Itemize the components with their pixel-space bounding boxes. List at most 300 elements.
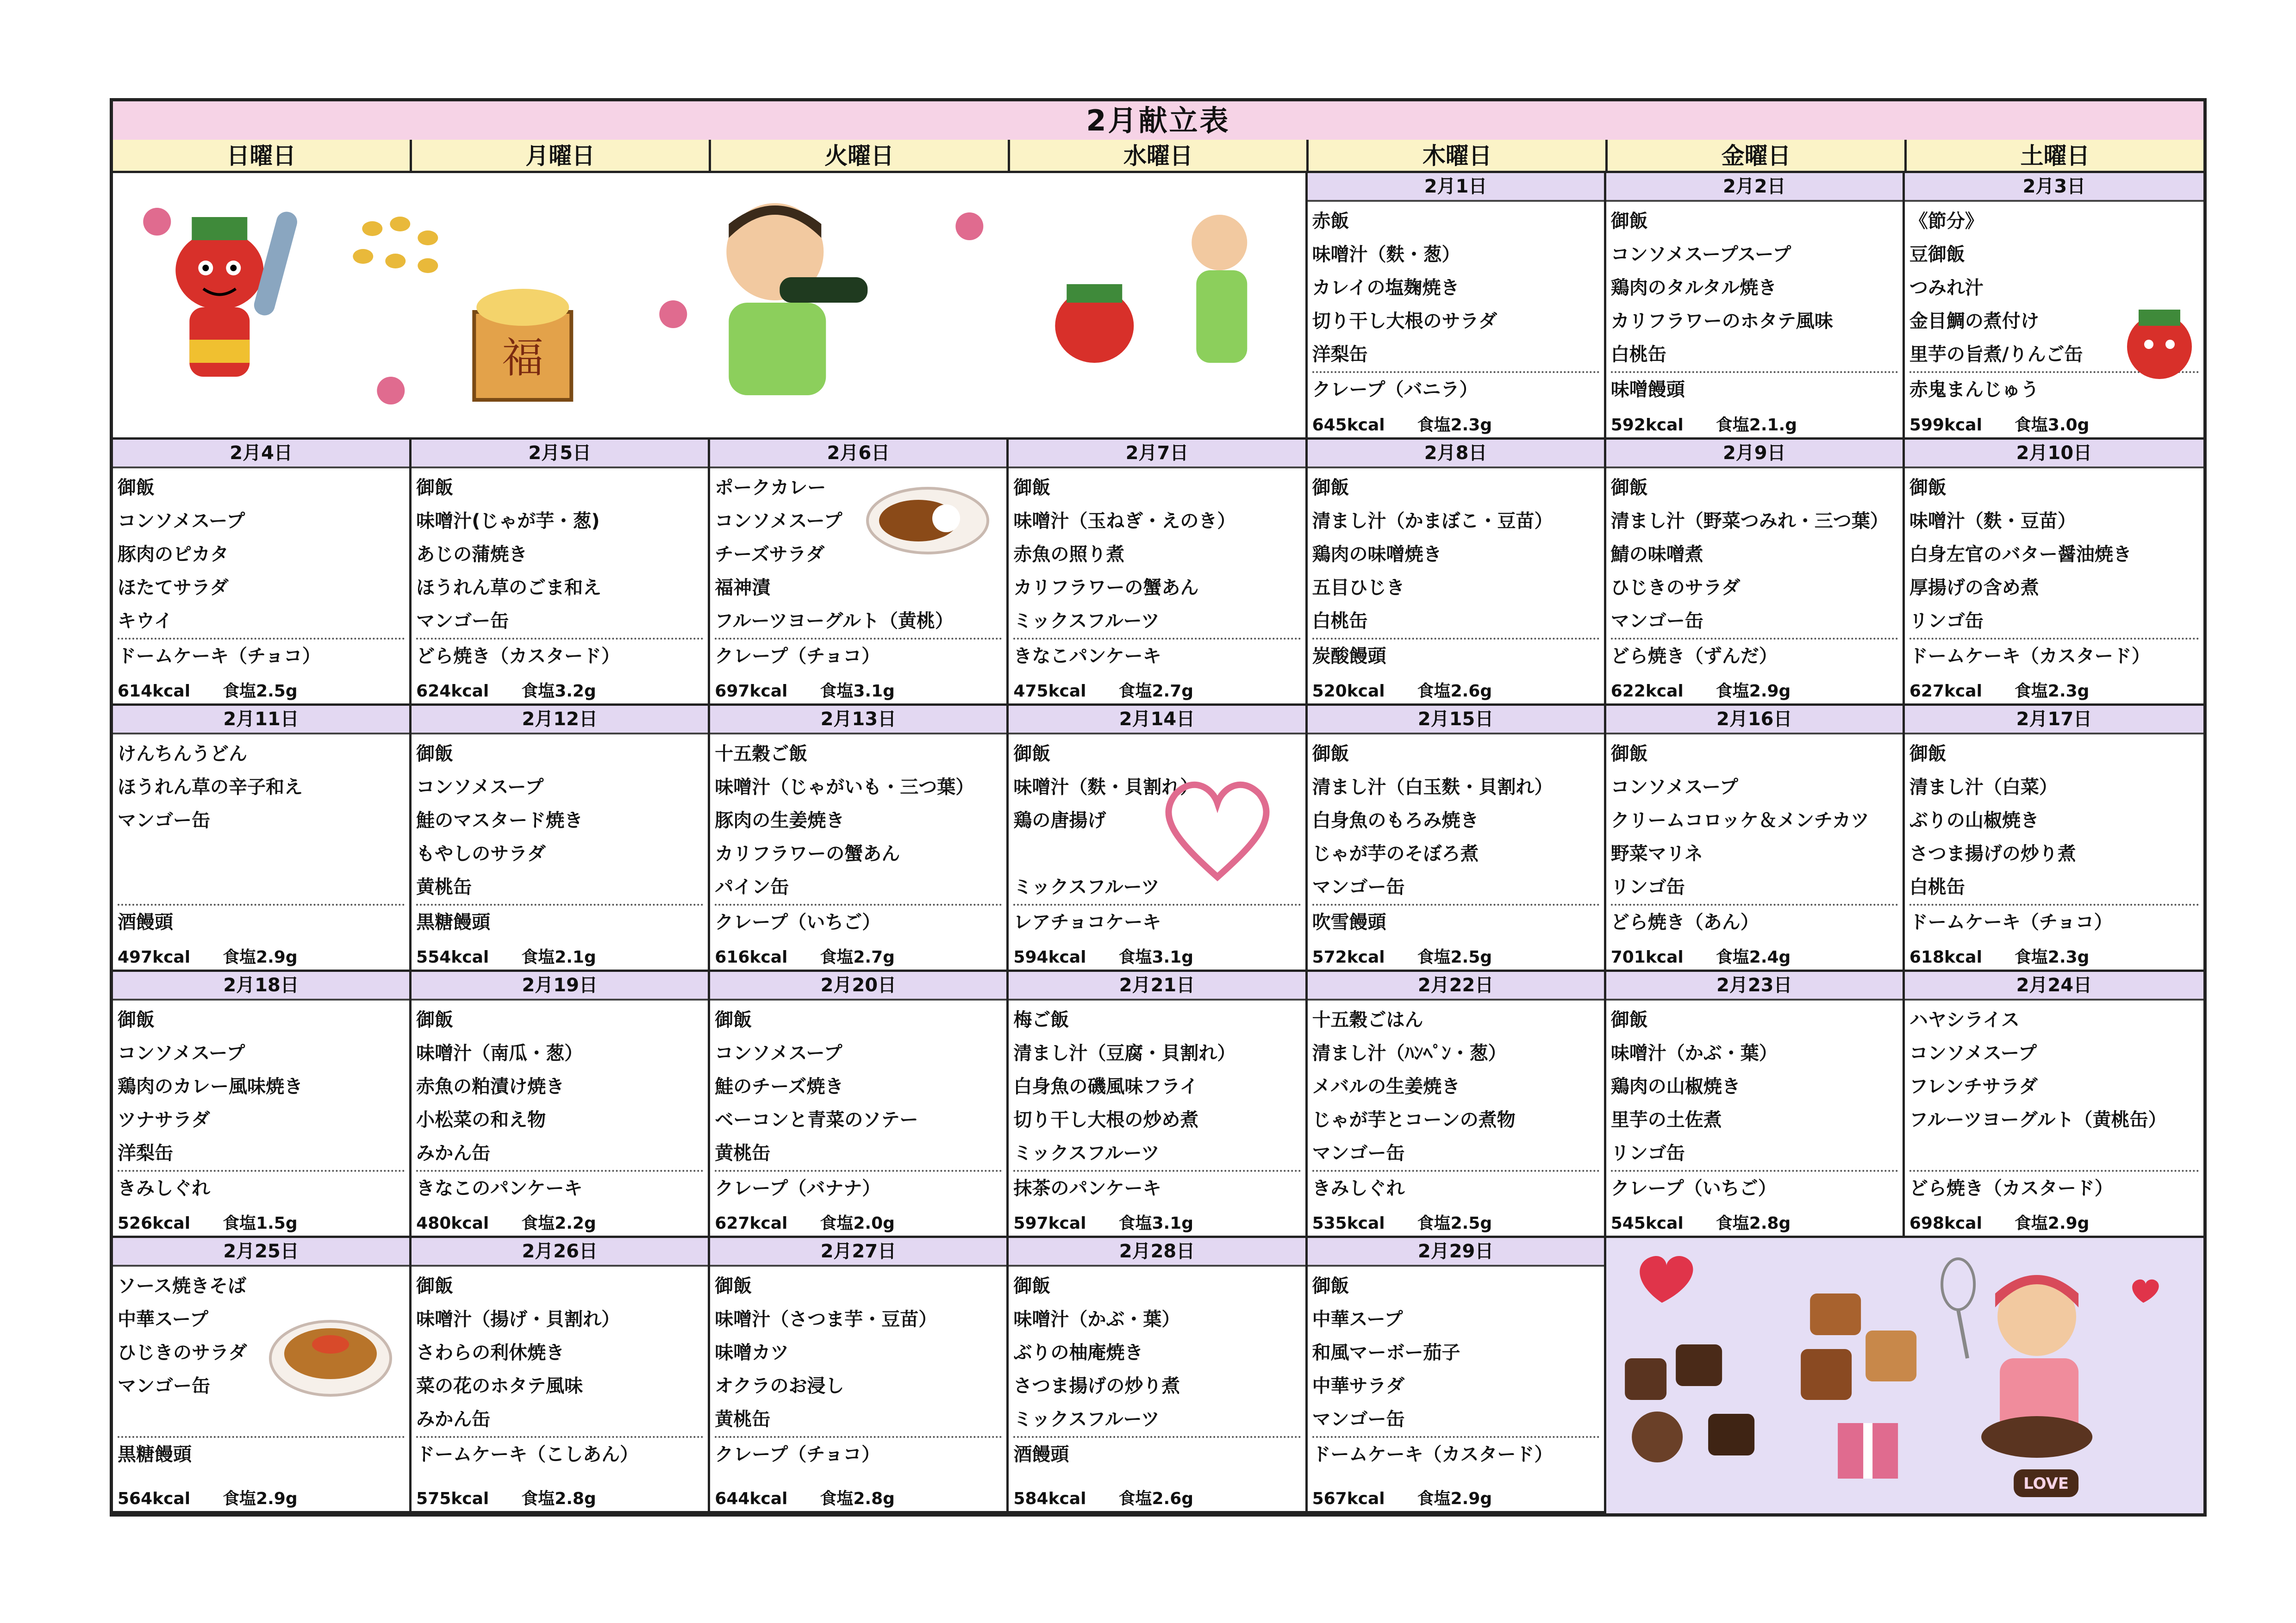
heart-icon xyxy=(1640,1256,1693,1303)
salt-amount: 食塩2.1.g xyxy=(1716,416,1797,435)
day-date: 2月2日 xyxy=(1606,173,1903,202)
menu-item: 御飯 xyxy=(416,1275,454,1297)
weekday-header: 火曜日 xyxy=(711,140,1010,173)
menu-item: 和風マーボー茄子 xyxy=(1312,1342,1460,1363)
nutrition-line xyxy=(715,1486,895,1509)
salt-amount: 食塩2.5g xyxy=(223,682,298,701)
dessert-item: クレープ（バナナ） xyxy=(715,1178,881,1199)
dessert-item: どら焼き（カスタード） xyxy=(416,646,620,667)
menu-item: 御飯 xyxy=(1312,1275,1349,1297)
menu-item: マンゴー缶 xyxy=(416,610,509,632)
nutrition-line xyxy=(416,1486,596,1509)
menu-item: 黄桃缶 xyxy=(416,877,472,898)
menu-item: ベーコンと青菜のソテー xyxy=(715,1109,918,1131)
day-cell xyxy=(1905,972,2203,1238)
day-cell xyxy=(1009,972,1307,1238)
menu-item: 鶏肉の山椒焼き xyxy=(1610,1076,1741,1097)
menu-item: カリフラワーの蟹あん xyxy=(1013,577,1199,598)
menu-item: 梅ご飯 xyxy=(1013,1009,1069,1031)
menu-item: 御飯 xyxy=(1312,477,1349,498)
calories: 526kcal xyxy=(118,1214,191,1233)
dessert-item: ドームケーキ（カスタード） xyxy=(1909,646,2150,667)
menu-item: 鶏肉のタルタル焼き xyxy=(1610,277,1777,298)
weekday-header: 月曜日 xyxy=(412,140,711,173)
dessert-item: 黒糖饅頭 xyxy=(118,1444,192,1465)
menu-item: 御飯 xyxy=(1013,1275,1051,1297)
dessert-item: どら焼き（ずんだ） xyxy=(1610,646,1778,667)
salt-amount: 食塩2.9g xyxy=(1417,1489,1492,1508)
menu-item: 鮭のマスタード焼き xyxy=(416,810,583,831)
nutrition-line xyxy=(1909,1210,2090,1234)
calories: 520kcal xyxy=(1312,682,1385,701)
menu-item: 切り干し大根の炒め煮 xyxy=(1013,1109,1199,1131)
salt-amount: 食塩2.8g xyxy=(820,1489,895,1508)
menu-item: けんちんうどん xyxy=(118,743,247,765)
menu-item: 白身左官のバター醤油焼き xyxy=(1909,544,2132,565)
menu-item: マンゴー缶 xyxy=(1312,877,1405,898)
day-cell xyxy=(1606,972,1905,1238)
menu-item: もやしのサラダ xyxy=(416,843,546,864)
menu-item: ほうれん草のごま和え xyxy=(416,577,602,598)
dessert-item: クレープ（チョコ） xyxy=(715,646,880,667)
boy-eating-ehomaki-icon xyxy=(726,203,867,395)
menu-item: 清まし汁（かまぼこ・豆苗） xyxy=(1312,510,1553,532)
menu-item: カリフラワーのホタテ風味 xyxy=(1610,311,1833,332)
calories: 572kcal xyxy=(1312,948,1385,967)
calories: 597kcal xyxy=(1013,1214,1086,1233)
day-date: 2月3日 xyxy=(1905,173,2203,202)
dessert-item: 赤鬼まんじゅう xyxy=(1909,379,2039,400)
nutrition-line xyxy=(1312,1486,1492,1509)
menu-item: ミックスフルーツ xyxy=(1013,877,1160,898)
menu-items xyxy=(1009,468,1305,673)
dessert-item: レアチョコケーキ xyxy=(1013,912,1161,933)
menu-item: 黄桃缶 xyxy=(715,1143,771,1164)
dessert-item: クレープ（バニラ） xyxy=(1312,379,1478,400)
menu-item: ひじきのサラダ xyxy=(1610,577,1741,598)
setsubun-illustration-area xyxy=(113,173,1308,440)
menu-item: ミックスフルーツ xyxy=(1013,610,1160,632)
day-date: 2月17日 xyxy=(1905,706,2203,734)
menu-item: 黄桃缶 xyxy=(715,1409,771,1430)
day-date: 2月14日 xyxy=(1009,706,1305,734)
day-cell xyxy=(710,1238,1009,1513)
menu-items xyxy=(1606,468,1903,673)
menu-item: コンソメスープ xyxy=(118,1043,245,1064)
menu-item: ほうれん草の辛子和え xyxy=(118,777,303,798)
dessert-item: クレープ（チョコ） xyxy=(715,1444,880,1465)
menu-item: ほたてサラダ xyxy=(118,577,229,598)
calories: 592kcal xyxy=(1610,416,1684,435)
salt-amount: 食塩2.3g xyxy=(2014,948,2090,967)
red-oni-icon xyxy=(175,210,299,377)
valentine-illustration-area xyxy=(1606,1238,2203,1513)
day-cell xyxy=(710,440,1009,706)
menu-item: チーズサラダ xyxy=(715,544,825,565)
calories: 697kcal xyxy=(715,682,788,701)
day-cell xyxy=(412,440,710,706)
calories: 545kcal xyxy=(1610,1214,1684,1233)
menu-item: 白身魚のもろみ焼き xyxy=(1312,810,1479,831)
day-cell xyxy=(1606,706,1905,972)
menu-item: マンゴー缶 xyxy=(1610,610,1703,632)
menu-items xyxy=(1905,468,2203,673)
weekday-header-row xyxy=(113,140,2203,173)
menu-item: ぶりの山椒焼き xyxy=(1909,810,2039,831)
nutrition-line xyxy=(416,944,596,968)
salt-amount: 食塩3.1g xyxy=(820,682,895,701)
day-cell xyxy=(113,1238,412,1513)
menu-item: 豆御飯 xyxy=(1909,244,1965,265)
menu-item: 白桃缶 xyxy=(1909,877,1965,898)
calories: 644kcal xyxy=(715,1489,788,1508)
dessert-item: 味噌饅頭 xyxy=(1610,379,1685,400)
dessert-item: ドームケーキ（チョコ） xyxy=(1909,912,2113,933)
dessert-item: きなこパンケーキ xyxy=(1013,646,1161,667)
menu-item: コンソメスープ xyxy=(416,777,544,798)
menu-item xyxy=(118,837,405,871)
dessert-item: ドームケーキ（チョコ） xyxy=(118,646,321,667)
nutrition-line xyxy=(715,678,895,702)
menu-item: 御飯 xyxy=(1013,477,1051,498)
day-cell xyxy=(1308,706,1606,972)
menu-item: 御飯 xyxy=(1610,1009,1648,1031)
menu-item: 味噌汁（麩・葱） xyxy=(1312,244,1460,265)
salt-amount: 食塩2.3g xyxy=(2014,682,2090,701)
calories: 614kcal xyxy=(118,682,191,701)
menu-items xyxy=(1308,734,1604,939)
menu-item: 十五穀ごはん xyxy=(1312,1009,1423,1031)
menu-item: メバルの生姜焼き xyxy=(1312,1076,1460,1097)
calories: 627kcal xyxy=(1909,682,1982,701)
menu-items xyxy=(412,468,708,673)
day-cell xyxy=(1308,173,1606,440)
menu-item: 御飯 xyxy=(416,743,454,765)
yakisoba-icon xyxy=(268,1307,393,1400)
menu-items xyxy=(1606,1001,1903,1205)
menu-item: 味噌汁（かぶ・葉） xyxy=(1610,1043,1778,1064)
menu-item: 野菜マリネ xyxy=(1610,843,1703,864)
curry-icon xyxy=(863,479,992,558)
gift-box-icon xyxy=(1838,1423,1898,1479)
menu-item: キウイ xyxy=(118,610,173,632)
menu-item: ひじきのサラダ xyxy=(118,1342,247,1363)
dessert-item: クレープ（いちご） xyxy=(1610,1178,1777,1199)
menu-items xyxy=(1606,734,1903,939)
calories: 701kcal xyxy=(1610,948,1684,967)
calories: 480kcal xyxy=(416,1214,489,1233)
nutrition-line xyxy=(1611,678,1791,702)
salt-amount: 食塩2.5g xyxy=(1417,1214,1492,1233)
menu-item: さつま揚げの炒り煮 xyxy=(1013,1375,1180,1397)
salt-amount: 食塩2.0g xyxy=(820,1214,895,1233)
day-date: 2月16日 xyxy=(1606,706,1903,734)
menu-item: 洋梨缶 xyxy=(118,1143,173,1164)
day-date: 2月11日 xyxy=(113,706,409,734)
day-date: 2月26日 xyxy=(412,1238,708,1267)
menu-item: 厚揚げの含め煮 xyxy=(1909,577,2039,598)
nutrition-line xyxy=(1909,944,2090,968)
menu-item: ミックスフルーツ xyxy=(1013,1143,1160,1164)
day-date: 2月18日 xyxy=(113,972,409,1001)
nutrition-line xyxy=(1611,944,1791,968)
menu-item: ぶりの柚庵焼き xyxy=(1013,1342,1143,1363)
menu-item: 白桃缶 xyxy=(1610,344,1666,365)
menu-item xyxy=(1909,1137,2199,1170)
menu-item: 豚肉の生姜焼き xyxy=(715,810,845,831)
menu-item: 中華サラダ xyxy=(1312,1375,1405,1397)
menu-item: さわらの利休焼き xyxy=(416,1342,565,1363)
day-cell xyxy=(1606,173,1905,440)
day-cell xyxy=(1308,1238,1606,1513)
menu-item: 豚肉のピカタ xyxy=(118,544,229,565)
salt-amount: 食塩1.5g xyxy=(223,1214,298,1233)
page-title: 2月献立表 xyxy=(113,101,2203,142)
salt-amount: 食塩3.1g xyxy=(1118,1214,1194,1233)
menu-items xyxy=(1308,468,1604,673)
menu-item: 赤飯 xyxy=(1312,211,1349,232)
day-cell xyxy=(1308,972,1606,1238)
day-date: 2月6日 xyxy=(710,440,1006,468)
dessert-item: ドームケーキ（カスタード） xyxy=(1312,1444,1553,1465)
day-date: 2月21日 xyxy=(1009,972,1305,1001)
menu-item: 白身魚の磯風味フライ xyxy=(1013,1076,1198,1097)
menu-item: 鮭のチーズ焼き xyxy=(715,1076,844,1097)
menu-item: 十五穀ご飯 xyxy=(715,743,808,765)
weekday-header: 日曜日 xyxy=(113,140,412,173)
menu-item: コンソメスープ xyxy=(715,1043,842,1064)
menu-item: 御飯 xyxy=(118,1009,155,1031)
menu-item: 御飯 xyxy=(1312,743,1349,765)
menu-item: ツナサラダ xyxy=(118,1109,210,1131)
menu-items xyxy=(412,1001,708,1205)
menu-items xyxy=(113,468,409,673)
menu-item: コンソメスープ xyxy=(1610,777,1738,798)
girl-baking-icon xyxy=(1981,1275,2092,1497)
menu-item: じゃが芋とコーンの煮物 xyxy=(1312,1109,1516,1131)
nutrition-line xyxy=(1909,412,2090,435)
salt-amount: 食塩2.7g xyxy=(1118,682,1194,701)
menu-item: コンソメスープ xyxy=(715,510,842,532)
dessert-item: きみしぐれ xyxy=(1312,1178,1405,1199)
salt-amount: 食塩2.5g xyxy=(1417,948,1492,967)
day-date: 2月13日 xyxy=(710,706,1006,734)
menu-item: 中華スープ xyxy=(1312,1309,1403,1330)
calories: 627kcal xyxy=(715,1214,788,1233)
day-date: 2月9日 xyxy=(1606,440,1903,468)
menu-item: 清まし汁（ﾊﾝﾍﾟﾝ・葱） xyxy=(1312,1043,1507,1064)
day-date: 2月29日 xyxy=(1308,1238,1604,1267)
menu-items xyxy=(1905,734,2203,939)
menu-item: 御飯 xyxy=(715,1009,752,1031)
nutrition-line xyxy=(1013,1486,1193,1509)
menu-item: 里芋の旨煮/りんご缶 xyxy=(1909,344,2083,365)
weekday-header: 金曜日 xyxy=(1608,140,1907,173)
calories: 622kcal xyxy=(1610,682,1684,701)
salt-amount: 食塩2.9g xyxy=(223,948,298,967)
nutrition-line xyxy=(1013,1210,1193,1234)
salt-amount: 食塩2.9g xyxy=(2014,1214,2090,1233)
calories: 599kcal xyxy=(1909,416,1982,435)
menu-item: 清まし汁（野菜つみれ・三つ葉） xyxy=(1610,510,1889,532)
day-cell xyxy=(1905,440,2203,706)
nutrition-line xyxy=(1312,678,1492,702)
menu-item: 鶏肉のカレー風味焼き xyxy=(118,1076,303,1097)
salt-amount: 食塩2.8g xyxy=(1716,1214,1791,1233)
love-label: LOVE xyxy=(2023,1474,2069,1493)
day-date: 2月8日 xyxy=(1308,440,1604,468)
salt-amount: 食塩2.4g xyxy=(1716,948,1791,967)
menu-item xyxy=(118,871,405,904)
day-date: 2月19日 xyxy=(412,972,708,1001)
day-cell xyxy=(1308,440,1606,706)
salt-amount: 食塩2.9g xyxy=(1716,682,1791,701)
menu-item: 白桃缶 xyxy=(1312,610,1368,632)
menu-items xyxy=(1308,1001,1604,1205)
nutrition-line xyxy=(1013,678,1193,702)
menu-items xyxy=(412,1267,708,1471)
calendar-grid xyxy=(113,173,2203,1513)
menu-item: 五目ひじき xyxy=(1312,577,1405,598)
day-cell xyxy=(113,972,412,1238)
day-date: 2月7日 xyxy=(1009,440,1305,468)
small-heart-icon xyxy=(2132,1280,2159,1303)
salt-amount: 食塩3.0g xyxy=(2014,416,2090,435)
menu-item: 御飯 xyxy=(1610,743,1648,765)
menu-item: つみれ汁 xyxy=(1909,277,1984,298)
nutrition-line xyxy=(1312,412,1492,435)
salt-amount: 食塩2.6g xyxy=(1118,1489,1194,1508)
nutrition-line xyxy=(1611,412,1797,435)
menu-item: 味噌汁（南瓜・葱） xyxy=(416,1043,583,1064)
salt-amount: 食塩2.8g xyxy=(521,1489,596,1508)
day-date: 2月22日 xyxy=(1308,972,1604,1001)
menu-item: 御飯 xyxy=(1909,743,1947,765)
menu-item: 御飯 xyxy=(715,1275,752,1297)
menu-item: 福神漬 xyxy=(715,577,771,598)
red-oni-icon xyxy=(2120,303,2199,381)
menu-item: パイン缶 xyxy=(715,877,789,898)
menu-item: じゃが芋のそぼろ煮 xyxy=(1312,843,1479,864)
nutrition-line xyxy=(1611,1210,1791,1234)
menu-item: ソース焼きそば xyxy=(118,1275,246,1297)
day-cell xyxy=(710,706,1009,972)
menu-items xyxy=(1606,202,1903,406)
dessert-item: クレープ（いちご） xyxy=(715,912,881,933)
menu-item: フルーツヨーグルト（黄桃） xyxy=(715,610,954,632)
menu-item: フレンチサラダ xyxy=(1909,1076,2038,1097)
day-cell xyxy=(412,706,710,972)
menu-item xyxy=(118,1403,405,1436)
day-cell xyxy=(1009,706,1307,972)
menu-item: オクラのお浸し xyxy=(715,1375,844,1397)
menu-item: マンゴー缶 xyxy=(118,810,210,831)
menu-items xyxy=(113,734,409,939)
nutrition-line xyxy=(1312,944,1492,968)
day-date: 2月27日 xyxy=(710,1238,1006,1267)
dessert-item: 酒饅頭 xyxy=(118,912,173,933)
day-cell xyxy=(1606,440,1905,706)
menu-items xyxy=(1009,1267,1305,1471)
calories: 554kcal xyxy=(416,948,489,967)
dessert-item: きみしぐれ xyxy=(118,1178,210,1199)
menu-items xyxy=(1308,202,1604,406)
salt-amount: 食塩2.1g xyxy=(521,948,596,967)
day-cell xyxy=(710,972,1009,1238)
menu-item: 赤魚の粕漬け焼き xyxy=(416,1076,565,1097)
menu-item: 味噌汁（麩・貝割れ） xyxy=(1013,777,1199,798)
dessert-item: 抹茶のパンケーキ xyxy=(1013,1178,1161,1199)
menu-item: マンゴー缶 xyxy=(1312,1143,1405,1164)
calories: 567kcal xyxy=(1312,1489,1385,1508)
menu-item: 御飯 xyxy=(118,477,155,498)
day-cell xyxy=(1905,173,2203,440)
menu-items xyxy=(1308,1267,1604,1471)
menu-item: 御飯 xyxy=(1610,477,1648,498)
weekday-header: 水曜日 xyxy=(1010,140,1309,173)
beans-icon xyxy=(353,217,438,273)
weekday-header: 木曜日 xyxy=(1309,140,1608,173)
fuku-masu-icon xyxy=(474,289,571,400)
menu-item: 味噌汁（かぶ・葉） xyxy=(1013,1309,1180,1330)
dessert-item: 黒糖饅頭 xyxy=(416,912,491,933)
menu-item: リンゴ缶 xyxy=(1909,610,1984,632)
menu-items xyxy=(113,1001,409,1205)
menu-items xyxy=(710,1001,1006,1205)
salt-amount: 食塩3.1g xyxy=(1118,948,1194,967)
weekday-header: 土曜日 xyxy=(1907,140,2203,173)
menu-items xyxy=(412,734,708,939)
menu-item: みかん缶 xyxy=(416,1143,491,1164)
menu-item: 味噌汁（麩・豆苗） xyxy=(1909,510,2076,532)
menu-item: 御飯 xyxy=(1610,211,1648,232)
menu-item: 味噌汁（玉ねぎ・えのき） xyxy=(1013,510,1236,532)
menu-item: 《節分》 xyxy=(1909,211,1984,232)
oni-and-bean-thrower-icon xyxy=(1055,215,1247,363)
calories: 616kcal xyxy=(715,948,788,967)
menu-item: ハヤシライス xyxy=(1909,1009,2020,1031)
menu-item: 味噌汁（じゃがいも・三つ葉） xyxy=(715,777,974,798)
dessert-item: きなこのパンケーキ xyxy=(416,1178,583,1199)
menu-item: 味噌汁（さつま芋・豆苗） xyxy=(715,1309,937,1330)
nutrition-line xyxy=(118,1210,298,1234)
calories: 584kcal xyxy=(1013,1489,1086,1508)
menu-item: 赤魚の照り煮 xyxy=(1013,544,1125,565)
menu-item: リンゴ缶 xyxy=(1610,877,1685,898)
dessert-item: ドームケーキ（こしあん） xyxy=(416,1444,639,1465)
calories: 594kcal xyxy=(1013,948,1086,967)
day-date: 2月23日 xyxy=(1606,972,1903,1001)
menu-item: みかん缶 xyxy=(416,1409,491,1430)
menu-items xyxy=(710,734,1006,939)
calories: 618kcal xyxy=(1909,948,1982,967)
calories: 624kcal xyxy=(416,682,489,701)
nutrition-line xyxy=(715,944,895,968)
menu-item: クリームコロッケ＆メンチカツ xyxy=(1610,810,1870,831)
salt-amount: 食塩2.6g xyxy=(1417,682,1492,701)
menu-item: 里芋の土佐煮 xyxy=(1610,1109,1722,1131)
whisk-icon xyxy=(1942,1259,1974,1358)
calories: 497kcal xyxy=(118,948,191,967)
dessert-item: どら焼き（カスタード） xyxy=(1909,1178,2113,1199)
salt-amount: 食塩2.3g xyxy=(1417,416,1492,435)
day-date: 2月15日 xyxy=(1308,706,1604,734)
menu-item: あじの蒲焼き xyxy=(416,544,528,565)
calories: 475kcal xyxy=(1013,682,1086,701)
day-date: 2月20日 xyxy=(710,972,1006,1001)
menu-sheet xyxy=(110,98,2207,1517)
menu-item: カレイの塩麹焼き xyxy=(1312,277,1460,298)
